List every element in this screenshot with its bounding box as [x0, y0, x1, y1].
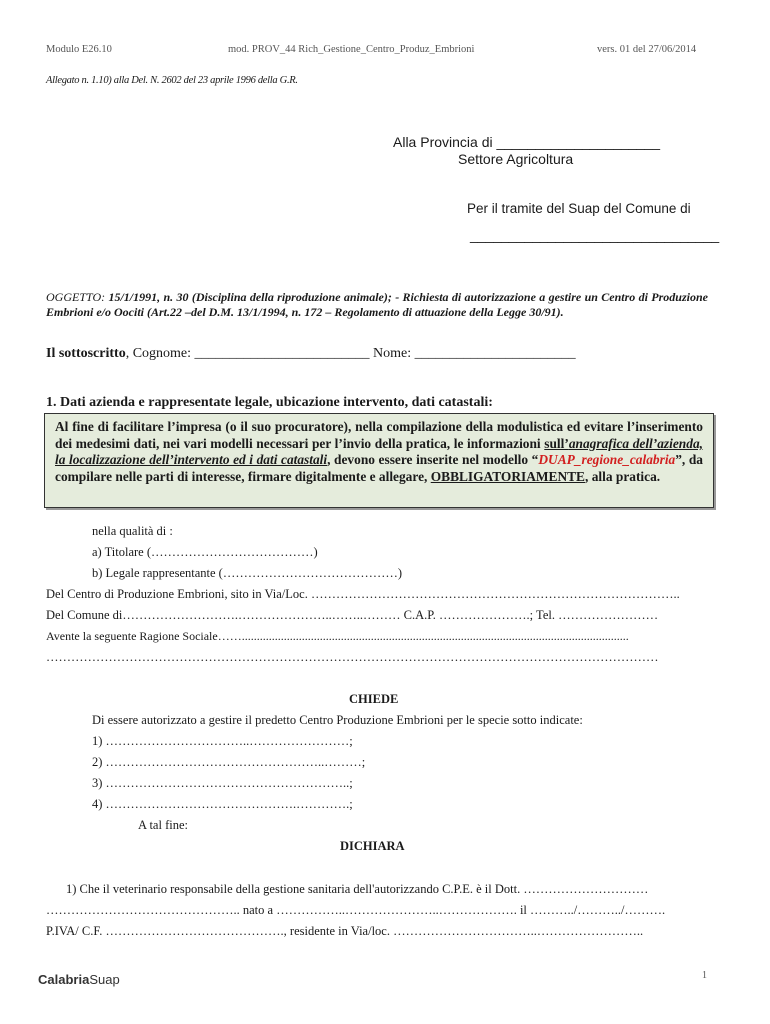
logo-rest-part: Suap	[89, 972, 120, 987]
oggetto-paragraph	[46, 290, 708, 320]
address-comune-line: ________________________________	[470, 227, 720, 243]
dichiara-line-3: P.IVA/ C.F. ……………………………………., residente in Via/loc. ……………………………..……………………..	[46, 924, 644, 938]
chiede-title: CHIEDE	[349, 692, 399, 706]
species-item-1: 1) ……………………………..……………………;	[92, 734, 353, 748]
sottoscritto-label: Il sottoscritto	[46, 346, 126, 361]
calabria-suap-logo	[38, 972, 120, 987]
address-provincia: Alla Provincia di _____________________	[393, 134, 660, 150]
notice-text-3: ”, da compilare nelle parti di interesse, firmare digitalmente e allegare,	[55, 452, 703, 484]
oggetto-text: 15/1/1991, n. 30 (Disciplina della riproduzione animale); - Richiesta di autorizzazione a gestire un Centro di Produzione Embrioni e/o Oociti (Art.22 –del D.M. 13/1/1994, n. 172 – Regolamento di attuazione della Legge 30/91).	[46, 290, 708, 319]
species-item-3: 3) …………………………………………………..;	[92, 776, 353, 790]
header-version: vers. 01 del 27/06/2014	[597, 44, 697, 55]
species-item-4: 4) ……………………………………….………….;	[92, 797, 353, 811]
notice-text-1: Al fine di facilitare l’impresa (o il suo procuratore), nella compilazione della modulistica ed evitare l’inserimento dei medesimi dati, nei vari modelli necessari per l’invio della pratica, le informazioni	[55, 419, 703, 451]
page-number: 1	[702, 970, 707, 981]
field-ragione-sociale: Avente la seguente Ragione Sociale…….................................................................................................................................	[46, 629, 629, 643]
sottoscritto-fields: , Cognome: _________________________ Nome: _______________________	[125, 346, 576, 361]
notice-underline-1: sull’	[544, 435, 569, 451]
dichiara-line-1: 1) Che il veterinario responsabile della gestione sanitaria dell'autorizzando C.P.E. è il Dott. …………………………	[66, 882, 649, 896]
oggetto-label: OGGETTO:	[46, 290, 109, 304]
dichiara-title: DICHIARA	[340, 839, 405, 853]
notice-italic-underline: anagrafica dell’azienda, la localizzazione dell’intervento ed i dati catastali	[55, 435, 703, 468]
header-module-code: Modulo E26.10	[46, 44, 112, 55]
logo-bold-part: Calabria	[38, 972, 90, 987]
notice-obbligatoriamente: OBBLIGATORIAMENTE	[430, 468, 585, 484]
qualita-label: nella qualità di :	[92, 524, 173, 538]
qualita-titolare: a) Titolare (…………………………………)	[92, 545, 318, 559]
a-tal-fine: A tal fine:	[138, 818, 188, 832]
allegato-note: Allegato n. 1.10) alla Del. N. 2602 del 23 aprile 1996 della G.R.	[46, 75, 298, 86]
chiede-intro: Di essere autorizzato a gestire il predetto Centro Produzione Embrioni per le specie sotto indicate:	[92, 713, 583, 727]
species-item-2: 2) ……………………………………………..………;	[92, 755, 366, 769]
notice-text-4: , alla pratica.	[585, 468, 661, 484]
notice-box	[44, 413, 714, 508]
notice-duap-model: DUAP_regione_calabria	[538, 452, 676, 468]
header-module-name: mod. PROV_44 Rich_Gestione_Centro_Produz_Embrioni	[228, 44, 475, 55]
qualita-legale: b) Legale rappresentante (……………………………………)	[92, 566, 402, 580]
address-settore: Settore Agricoltura	[458, 151, 574, 167]
section1-title: 1. Dati azienda e rappresentate legale, ubicazione intervento, dati catastali:	[46, 395, 493, 410]
sottoscritto-line	[46, 346, 576, 362]
field-comune: Del Comune di……………………….…………………..……..……… C.A.P. ………………….; Tel. ……………………	[46, 608, 659, 622]
dichiara-line-2: ……………………………………….. nato a ……………..…………………..………………. il ………../………../……….	[46, 903, 666, 917]
address-suap: Per il tramite del Suap del Comune di	[467, 201, 691, 216]
field-blank-line: …………………………………………………………………………………………………………………………………	[46, 650, 659, 664]
field-centro: Del Centro di Produzione Embrioni, sito in Via/Loc. ……………………………………………………………………………..	[46, 587, 680, 601]
notice-text-2: , devono essere inserite nel modello “	[327, 452, 539, 468]
